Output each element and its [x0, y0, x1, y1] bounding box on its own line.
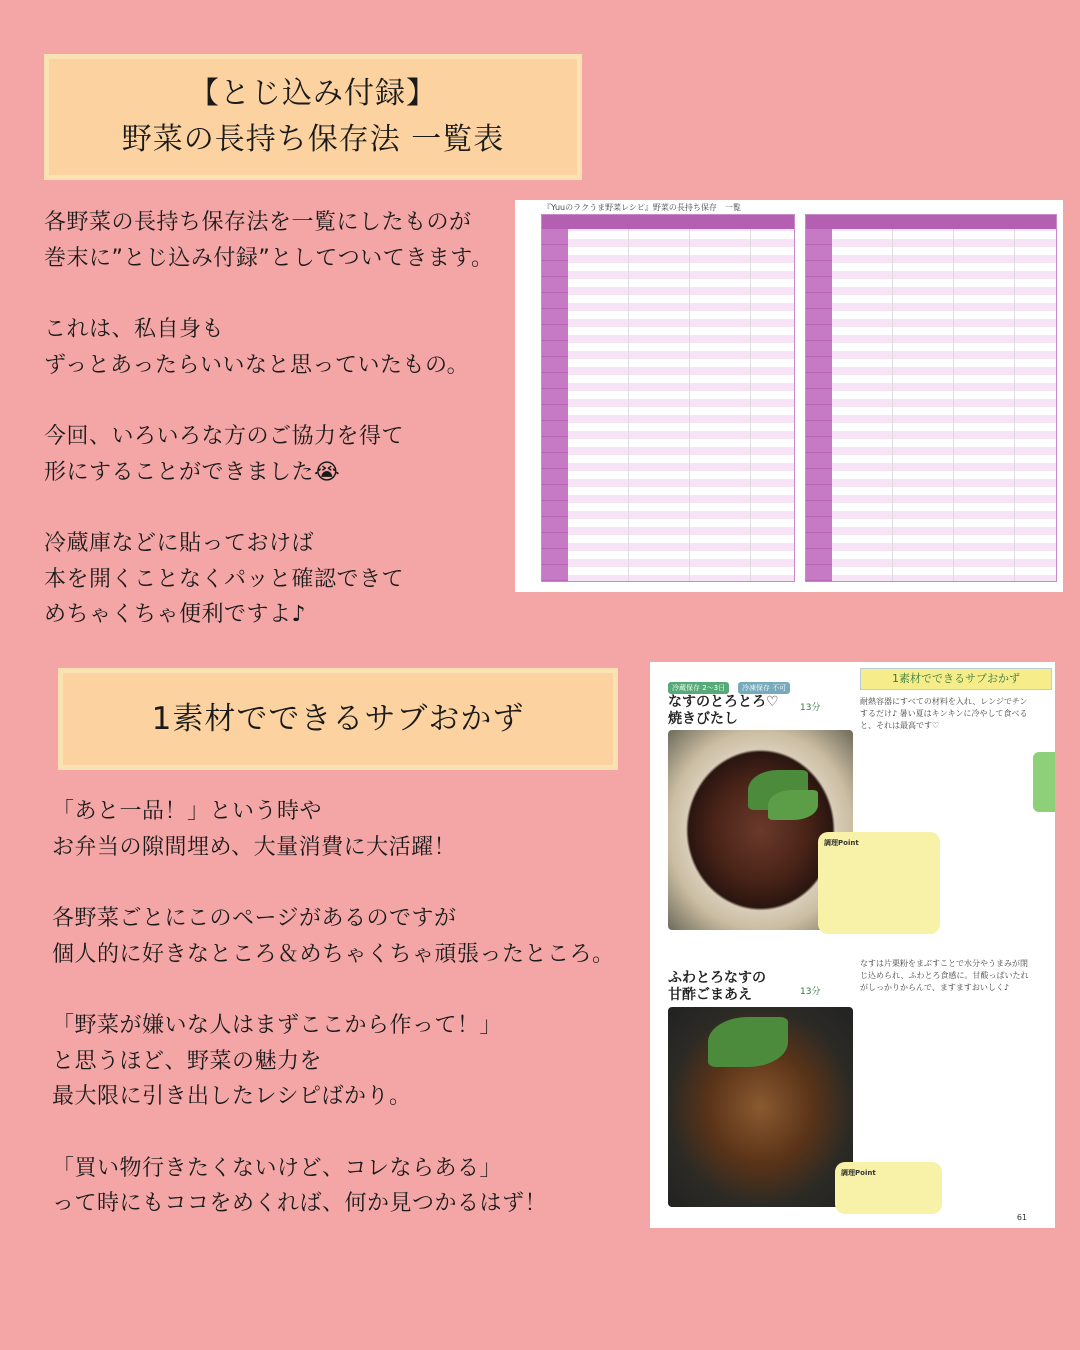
sub-okazu-description: [52, 794, 615, 1222]
text-line: 各野菜の長持ち保存法を一覧にしたものが: [44, 210, 472, 235]
text-line: 個人的に好きなところ＆めちゃくちゃ頑張ったところ。: [52, 941, 615, 967]
title-text: 1素材でできるサブおかず: [151, 701, 525, 737]
recipe2-title: [668, 970, 766, 1004]
storage-table-image: [515, 200, 1063, 592]
text-line: 冷蔵庫などに貼っておけば: [44, 531, 315, 556]
recipe-page-header: 1素材でできるサブおかず: [860, 668, 1052, 690]
section-title-furoku: [44, 54, 582, 180]
text-line: って時にもココをめくれば、何か見つかるはず！: [52, 1191, 548, 1216]
text-line: 巻末に”とじ込み付録”としてついてきます。: [44, 245, 494, 271]
text-line: ずっとあったらいいなと思っていたもの。: [44, 352, 470, 378]
text-line: 「あと一品！」という時や: [52, 799, 323, 824]
title-line-2: 野菜の長持ち保存法 一覧表: [121, 122, 505, 157]
recipe2-photo: [668, 1007, 853, 1207]
text-line: 最大限に引き出したレシピばかり。: [52, 1084, 412, 1109]
title-line-1: 【とじ込み付録】: [189, 76, 437, 111]
furoku-description: [44, 205, 494, 633]
side-tab: [1033, 752, 1055, 812]
text-line: めちゃくちゃ便利ですよ♪: [44, 602, 307, 627]
recipe-page-image: [650, 662, 1055, 1228]
text-line: 各野菜ごとにこのページがあるのですが: [52, 906, 457, 931]
page-number: 61: [1016, 1213, 1027, 1222]
recipe1-description: 耐熱容器にすべての材料を入れ、レンジでチンするだけ♪ 暑い夏はキンキンに冷やして食べると、それは最高です♡: [860, 697, 1028, 730]
recipe1-title: [668, 694, 779, 728]
table-left: [541, 214, 795, 582]
text-line: 形にすることができました😭: [44, 459, 341, 485]
recipe2-title-line: ふわとろなすの: [668, 970, 766, 986]
table-right: [805, 214, 1057, 582]
recipe2-point-note: [835, 1162, 942, 1214]
table-header-text: 『Yuuのラクうま野菜レシピ』野菜の長持ち保存 一覧: [543, 203, 741, 212]
text-line: お弁当の隙間埋め、大量消費に大活躍！: [52, 834, 457, 860]
text-line: 「野菜が嫌いな人はまずここから作って！」: [52, 1013, 503, 1038]
storage-tag: 冷凍保存 不可: [738, 682, 790, 694]
time-label: 13分: [800, 987, 821, 997]
text-line: 「買い物行きたくないけど、コレならある」: [52, 1155, 503, 1181]
text-line: 本を開くことなくパッと確認できて: [44, 566, 405, 592]
recipe1-title-line: なすのとろとろ♡: [668, 694, 779, 710]
recipe1-title-line: 焼きびたし: [668, 711, 738, 727]
time-label: 13分: [800, 703, 821, 713]
point-label: 調理Point: [841, 1169, 876, 1177]
text-line: 今回、いろいろな方のご協力を得て: [44, 424, 405, 449]
text-line: と思うほど、野菜の魅力を: [52, 1048, 323, 1074]
recipe2-description: なすは片栗粉をまぶすことで水分やうまみが閉じ込められ、ふわとろ食感に。甘酸っぱいたれがしっかりからんで、ますますおいしく♪: [860, 959, 1029, 992]
recipe2-title-line: 甘酢ごまあえ: [668, 987, 752, 1003]
storage-tag: 冷蔵保存 2〜3日: [668, 682, 729, 694]
point-label: 調理Point: [824, 839, 859, 847]
recipe1-point-note: [818, 832, 940, 934]
text-line: これは、私自身も: [44, 317, 225, 342]
section-title-sub-okazu: [58, 668, 618, 770]
